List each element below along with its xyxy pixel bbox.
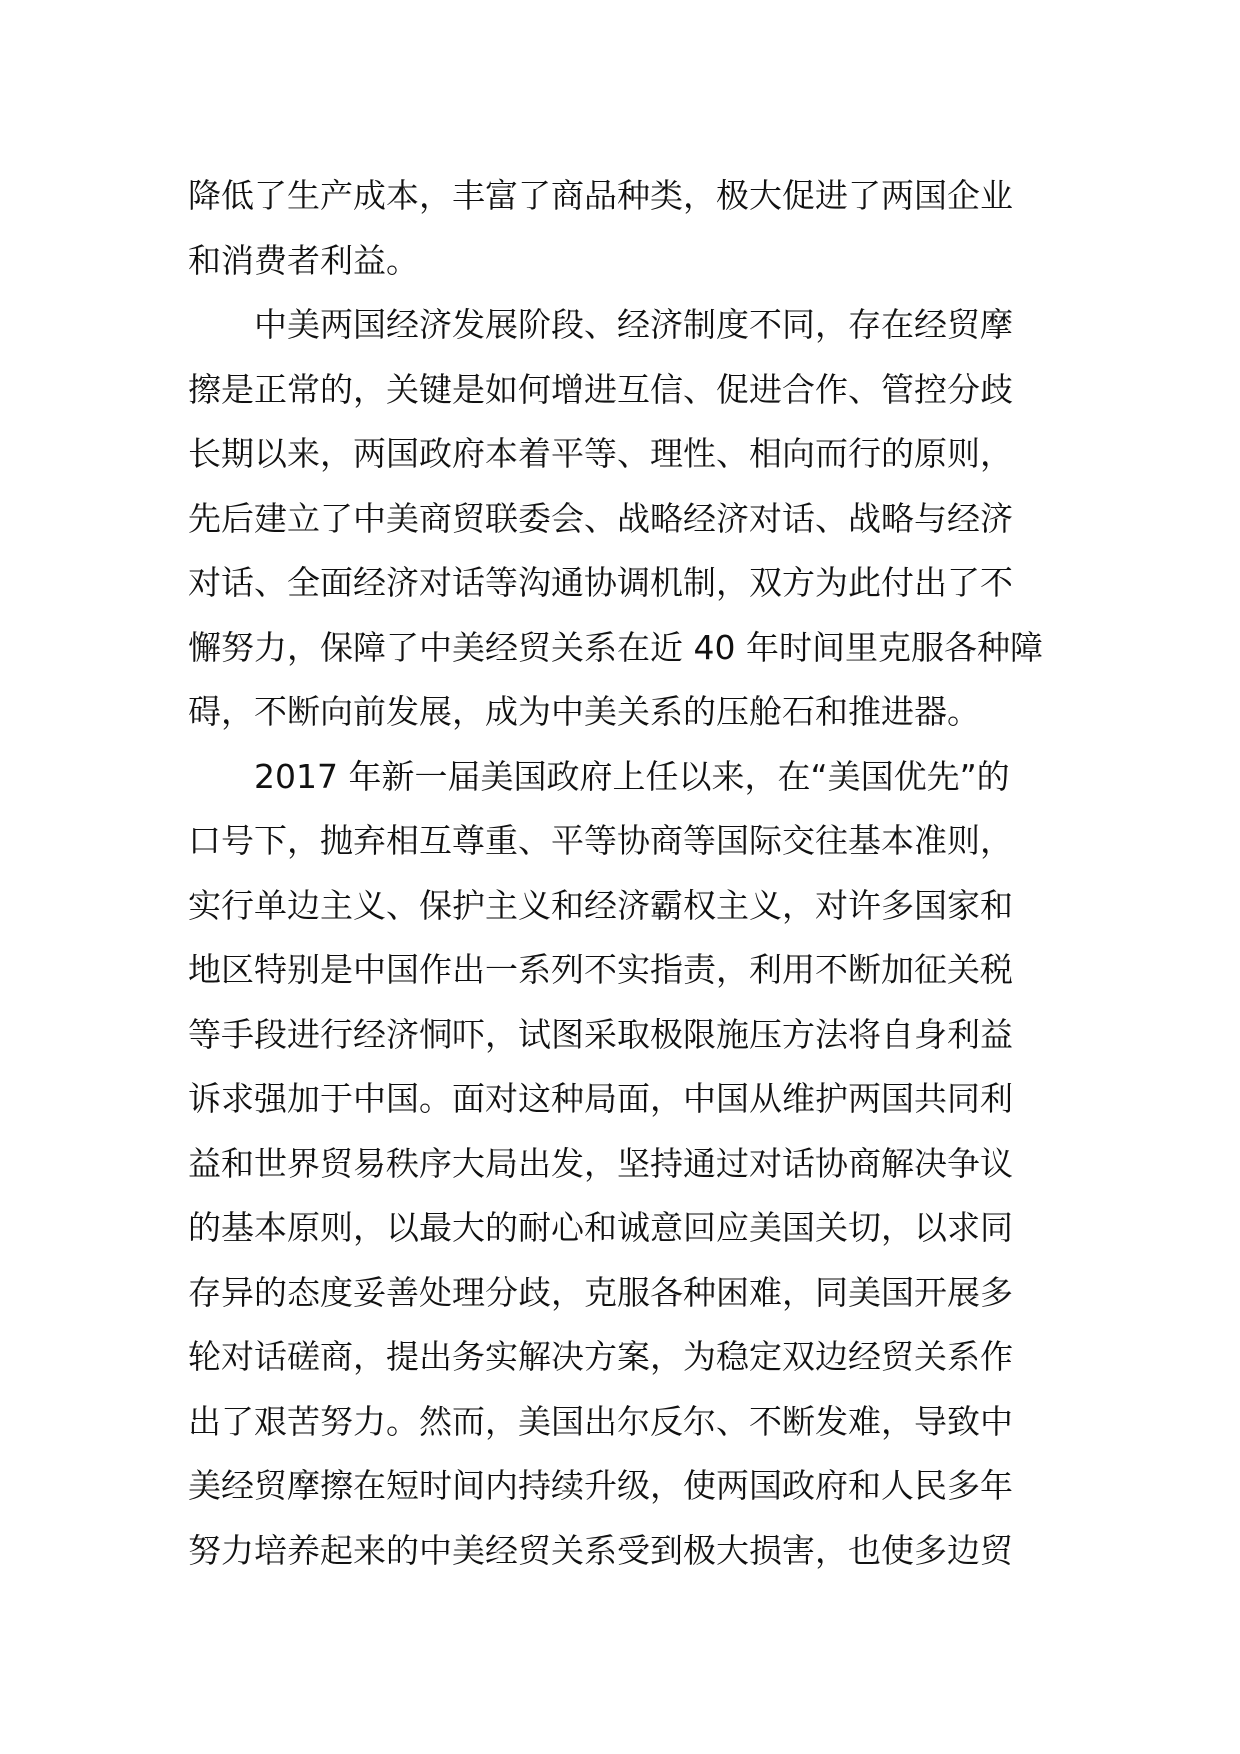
body-text (188, 164, 1068, 1583)
text-line: 存异的态度妥善处理分歧，克服各种困难，同美国开展多 (188, 1272, 1013, 1312)
text-line: 实行单边主义、保护主义和经济霸权主义，对许多国家和 (188, 885, 1013, 925)
text-line: 擦是正常的，关键是如何增进互信、促进合作、管控分歧 (188, 369, 1013, 409)
text-line: 和消费者利益。 (188, 240, 419, 280)
text-line: 口号下，抛弃相互尊重、平等协商等国际交往基本准则， (188, 821, 1013, 860)
text-line: 碍，不断向前发展，成为中美关系的压舱石和推进器。 (188, 692, 980, 731)
text-line: 降低了生产成本，丰富了商品种类，极大促进了两国企业 (188, 176, 1013, 215)
text-line: 地区特别是中国作出一系列不实指责，利用不断加征关税 (188, 950, 1013, 989)
text-line: 轮对话磋商，提出务实解决方案，为稳定双边经贸关系作 (188, 1337, 1013, 1376)
text-line: 长期以来，两国政府本着平等、理性、相向而行的原则， (188, 434, 1013, 473)
text-line: 先后建立了中美商贸联委会、战略经济对话、战略与经济 (188, 498, 1013, 538)
text-line: 懈努力，保障了中美经贸关系在近 40 年时间里克服各种障 (188, 627, 1043, 667)
text-line: 美经贸摩擦在短时间内持续升级，使两国政府和人民多年 (188, 1466, 1013, 1505)
text-line: 益和世界贸易秩序大局出发，坚持通过对话协商解决争议 (188, 1143, 1013, 1183)
paragraph-first-line: 2017 年新一届美国政府上任以来，在“美国优先”的 (188, 756, 1010, 796)
text-line: 诉求强加于中国。面对这种局面，中国从维护两国共同利 (188, 1079, 1013, 1118)
text-line: 等手段进行经济恫吓，试图采取极限施压方法将自身利益 (188, 1014, 1013, 1054)
text-line: 努力培养起来的中美经贸关系受到极大损害，也使多边贸 (188, 1530, 1013, 1570)
text-line: 对话、全面经济对话等沟通协调机制，双方为此付出了不 (188, 563, 1013, 602)
text-line: 的基本原则，以最大的耐心和诚意回应美国关切，以求同 (188, 1208, 1013, 1247)
text-line: 出了艰苦努力。然而，美国出尔反尔、不断发难，导致中 (188, 1401, 1013, 1441)
paragraph-first-line: 中美两国经济发展阶段、经济制度不同，存在经贸摩 (188, 305, 1013, 344)
